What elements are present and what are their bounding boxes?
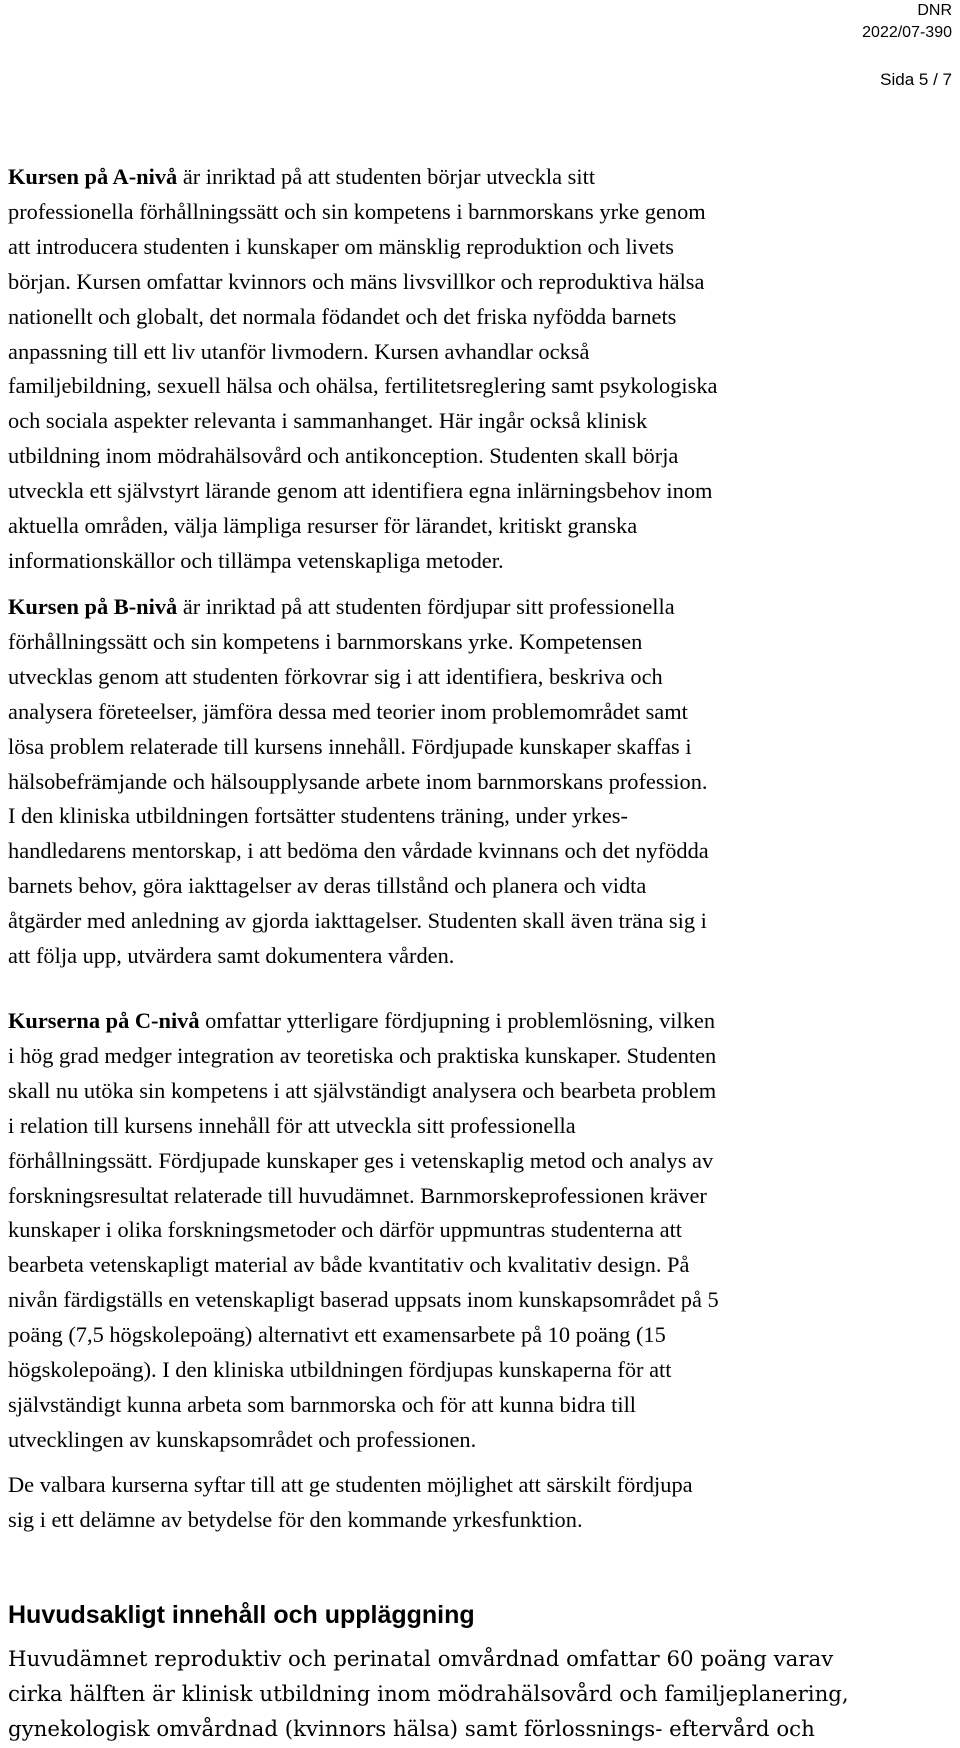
paragraph-lead: Kursen på A-nivå [8,164,178,189]
text-line: utveckla ett självstyrt lärande genom att identifiera egna inlärningsbehov inom [8,478,713,504]
paragraph-c-level [8,1004,956,1458]
text-line: aktuella områden, välja lämpliga resurser för lärandet, kritiskt granska [8,513,638,539]
text-line: i hög grad medger integration av teoretiska och praktiska kunskaper. Studenten [8,1042,717,1068]
text-line: bearbeta vetenskapligt material av både kvantitativ och kvalitativ design. På [8,1252,690,1278]
paragraph-a-level [8,160,956,579]
text-line: nationellt och globalt, det normala födandet och det friska nyfödda barnets [8,303,677,329]
text-line: handledarens mentorskap, i att bedöma den vårdade kvinnans och det nyfödda [8,838,709,864]
text-line: poäng (7,5 högskolepoäng) alternativt ett examensarbete på 10 poäng (15 [8,1322,666,1348]
paragraph-content [8,1643,956,1748]
page-number: Sida 5 / 7 [880,70,952,89]
paragraph-lead: Kursen på B-nivå [8,594,178,619]
text-line: utbildning inom mödrahälsovård och antikonception. Studenten skall börja [8,443,679,469]
text-line: utvecklingen av kunskapsområdet och professionen. [8,1426,477,1452]
text-line: Huvudämnet reproduktiv och perinatal omvårdnad omfattar 60 poäng varav [8,1647,834,1672]
text-line: början. Kursen omfattar kvinnors och mäns livsvillkor och reproduktiva hälsa [8,268,705,294]
text-line-part: omfattar ytterligare fördjupning i problemlösning, vilken [199,1008,716,1033]
text-line: att följa upp, utvärdera samt dokumentera vården. [8,943,455,969]
text-line: familjebildning, sexuell hälsa och ohälsa, fertilitetsreglering samt psykologiska [8,373,718,399]
text-line [8,590,956,625]
text-line: informationskällor och tillämpa vetenskapliga metoder. [8,547,504,573]
text-line: barnets behov, göra iakttagelser av deras tillstånd och planera och vidta [8,873,647,899]
text-line: och sociala aspekter relevanta i sammanhanget. Här ingår också klinisk [8,408,648,434]
text-line: förhållningssätt. Fördjupade kunskaper ges i vetenskaplig metod och analys av [8,1147,714,1173]
text-line: skall nu utöka sin kompetens i att självständigt analysera och bearbeta problem [8,1077,717,1103]
text-line: De valbara kurserna syftar till att ge studenten möjlighet att särskilt fördjupa [8,1472,693,1497]
text-line: förhållningssätt och sin kompetens i barnmorskans yrke. Kompetensen [8,628,643,654]
text-line: kunskaper i olika forskningsmetoder och därför uppmuntras studenterna att [8,1217,683,1243]
paragraph-elective [8,1468,956,1538]
text-line: I den kliniska utbildningen fortsätter studentens träning, under yrkes- [8,803,628,829]
text-line [8,160,956,195]
text-line: självständigt kunna arbeta som barnmorska och för att kunna bidra till [8,1391,637,1417]
text-line: nivån färdigställs en vetenskapligt baserad uppsats inom kunskapsområdet på 5 [8,1287,719,1313]
section-heading: Huvudsakligt innehåll och uppläggning [8,1601,475,1629]
text-line: forskningsresultat relaterade till huvudämnet. Barnmorskeprofessionen kräver [8,1182,707,1208]
text-line [8,1004,956,1039]
text-line: professionella förhållningssätt och sin kompetens i barnmorskans yrke genom [8,198,706,224]
text-line: gynekologisk omvårdnad (kvinnors hälsa) samt förlossnings- eftervård och [8,1716,815,1742]
text-line: lösa problem relaterade till kursens innehåll. Fördjupade kunskaper skaffas i [8,733,692,759]
text-line: sig i ett delämne av betydelse för den kommande yrkesfunktion. [8,1506,583,1532]
text-line: utvecklas genom att studenten förkovrar sig i att identifiera, beskriva och [8,663,663,689]
text-line: hälsobefrämjande och hälsoupplysande arbete inom barnmorskans profession. [8,768,708,794]
text-line: att introducera studenten i kunskaper om mänsklig reproduktion och livets [8,233,674,259]
text-line: analysera företeelser, jämföra dessa med teorier inom problemområdet samt [8,698,688,724]
document-dnr-number: 2022/07-390 [862,24,952,41]
text-line: åtgärder med anledning av gjorda iakttagelser. Studenten skall även träna sig i [8,908,707,934]
text-line: högskolepoäng). I den kliniska utbildningen fördjupas kunskaperna för att [8,1357,672,1383]
text-line: anpassning till ett liv utanför livmodern. Kursen avhandlar också [8,338,590,364]
text-line-part: är inriktad på att studenten fördjupar sitt professionella [177,594,675,619]
paragraph-b-level [8,590,956,974]
text-line: i relation till kursens innehåll för att utveckla sitt professionella [8,1112,576,1138]
paragraph-lead: Kurserna på C-nivå [8,1008,200,1033]
document-dnr-label: DNR [917,2,952,19]
text-line-part: är inriktad på att studenten börjar utveckla sitt [177,164,596,189]
text-line: cirka hälften är klinisk utbildning inom mödrahälsovård och familjeplanering, [8,1681,849,1707]
